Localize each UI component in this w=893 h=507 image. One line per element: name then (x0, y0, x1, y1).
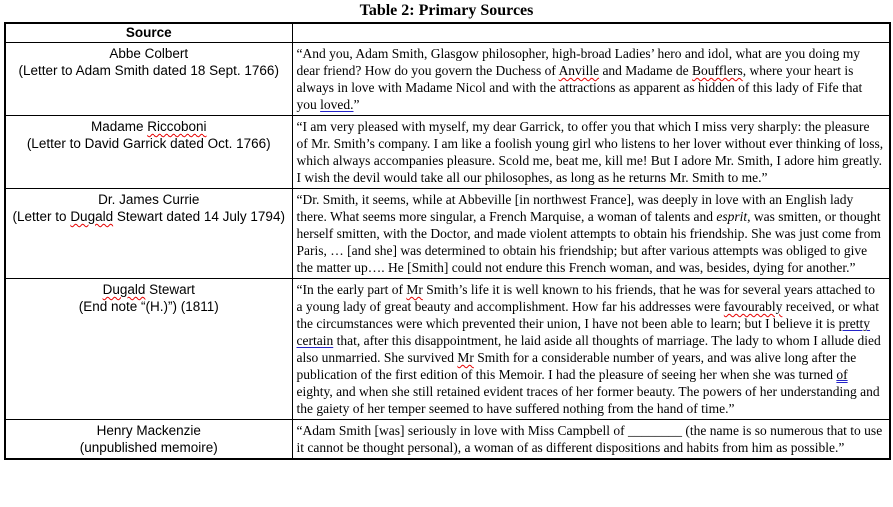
table-row (5, 116, 890, 189)
quote-cell (292, 116, 890, 189)
quote-text: “Dr. Smith, it seems, while at Abbeville [in northwest France], was deeply in love with an English lady there. What seems more singular, a French Marquise, a woman of talents and esprit, was smitten, or thought herself smitten, with the Doctor, and made violent attempts to obtain his friendship. She was just come from Paris, … [and she] was determined to obtain his friendship; but after various attempts was obliged to give the matter up…. He [Smith] could not endure this French woman, and was, besides, dying for another.” (296, 192, 881, 275)
table-row (5, 279, 890, 420)
page-title: Table 2: Primary Sources (359, 2, 534, 19)
source-name: Dr. James Currie (98, 192, 200, 207)
quote-cell (292, 43, 890, 116)
source-cell (5, 189, 292, 279)
quote-text: “I am very pleased with myself, my dear Garrick, to offer you that which I miss very sharply: the pleasure of Mr. Smith’s company. I am like a foolish young girl who listens to her lover without ever thinking of loss, which always accompanies pleasure. Scold me, beat me, kill me! But I adore Mr. Smith, I adore him greatly. I wish the devil would take all our philosophes, as long as he returns Mr. Smith to me.” (296, 119, 884, 185)
quote-cell (292, 420, 890, 460)
table-row (5, 43, 890, 116)
source-cell (5, 116, 292, 189)
source-detail: (Letter to David Garrick dated Oct. 1766) (26, 136, 271, 151)
quote-text: “In the early part of Mr Smith’s life it is well known to his friends, that he was for several years attached to a young lady of great beauty and accomplishment. How far his addresses were favourably received, or what the circumstances were which prevented their union, I have not been able to learn; but I believe it is pretty certain that, after this disappointment, he laid aside all thoughts of marriage. The lady to whom I allude died also unmarried. She survived Mr Smith for a considerable number of years, and was alive long after the publication of the first edition of this Memoir. I had the pleasure of seeing her when she was turned of eighty, and when she still retained evident traces of her former beauty. The powers of her understanding and the gaiety of her temper seemed to have suffered nothing from the hand of time.” (296, 282, 881, 416)
source-name: Henry Mackenzie (96, 423, 201, 438)
source-name: Abbe Colbert (109, 46, 189, 61)
source-detail: (Letter to Dugald Stewart dated 14 July 1794) (12, 209, 285, 224)
table-row (5, 189, 890, 279)
source-column-header: Source (5, 23, 292, 43)
quote-text: “And you, Adam Smith, Glasgow philosopher, high-broad Ladies’ hero and idol, what are you doing my dear friend? How do you govern the Duchess of Anville and Madame de Boufflers, where your heart is always in love with Madame Nicol and with the attractions as apparent as hidden of this lady of Fife that you loved.” (296, 46, 863, 112)
quote-text: “Adam Smith [was] seriously in love with Miss Campbell of ________ (the name is so numerous that to use it cannot be thought personal), a woman of as different dispositions and habits from him as possible.” (296, 423, 883, 455)
primary-sources-table (4, 22, 891, 460)
source-cell (5, 420, 292, 460)
header-row (5, 23, 890, 43)
source-detail: (Letter to Adam Smith dated 18 Sept. 1766) (18, 63, 279, 78)
source-name: Dugald Stewart (102, 282, 195, 297)
table-row (5, 420, 890, 460)
source-cell (5, 43, 292, 116)
quote-cell (292, 189, 890, 279)
quote-cell (292, 279, 890, 420)
source-detail: (End note “(H.)”) (1811) (78, 299, 219, 314)
source-detail: (unpublished memoire) (79, 440, 218, 455)
source-name: Madame Riccoboni (90, 119, 207, 134)
source-cell (5, 279, 292, 420)
quote-column-header (292, 23, 890, 43)
